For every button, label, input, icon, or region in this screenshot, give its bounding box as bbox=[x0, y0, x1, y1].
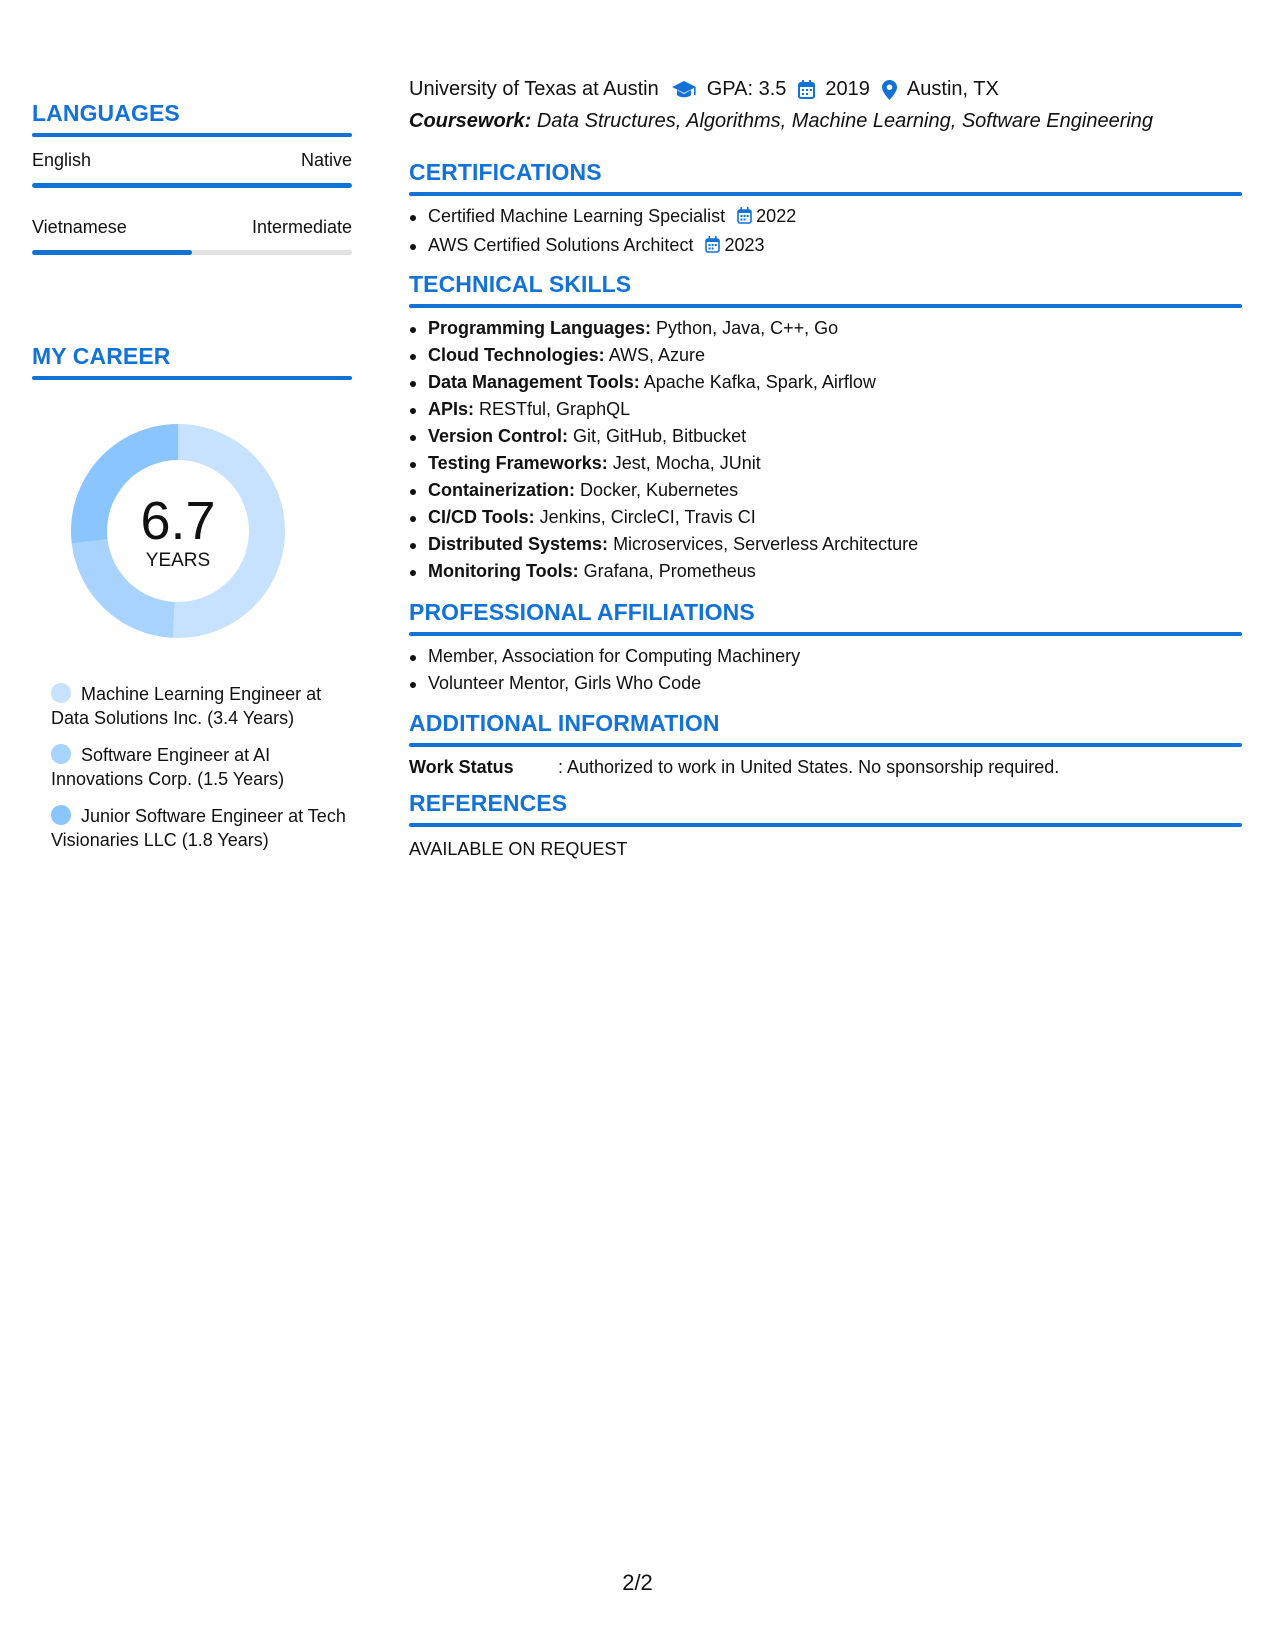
list-item bbox=[409, 369, 1242, 396]
language-english bbox=[32, 150, 352, 188]
list-item bbox=[409, 477, 1242, 504]
language-name: Vietnamese bbox=[32, 217, 127, 237]
skill-value: AWS, Azure bbox=[608, 345, 706, 365]
certification-name: AWS Certified Solutions Architect bbox=[428, 235, 694, 255]
certifications-section bbox=[409, 159, 1242, 261]
list-item bbox=[409, 423, 1242, 450]
proficiency-bar-fill bbox=[32, 250, 192, 255]
references-text: AVAILABLE ON REQUEST bbox=[409, 839, 628, 859]
legend-item bbox=[51, 743, 351, 791]
languages-section-header bbox=[32, 100, 352, 137]
skill-label: Data Management Tools: bbox=[428, 372, 640, 392]
list-item: Member, Association for Computing Machinery bbox=[409, 643, 1242, 670]
skill-label: Testing Frameworks: bbox=[428, 453, 608, 473]
language-name: English bbox=[32, 150, 92, 170]
additional-title: ADDITIONAL INFORMATION bbox=[409, 710, 720, 736]
career-total-unit: YEARS bbox=[145, 550, 211, 571]
section-divider bbox=[409, 632, 1242, 636]
skill-label: Containerization: bbox=[428, 480, 575, 500]
skills-title: TECHNICAL SKILLS bbox=[409, 271, 632, 297]
calendar-icon bbox=[737, 205, 752, 232]
section-divider bbox=[409, 192, 1242, 196]
legend-dot bbox=[51, 744, 71, 764]
coursework-label: Coursework: bbox=[409, 110, 532, 132]
education-year: 2019 bbox=[825, 78, 870, 100]
skill-value: Apache Kafka, Spark, Airflow bbox=[643, 372, 876, 392]
legend-label: Software Engineer at AI Innovations Corp. (1.5 Years) bbox=[51, 745, 285, 789]
skill-label: Monitoring Tools: bbox=[428, 561, 579, 581]
education-school: University of Texas at Austin bbox=[409, 78, 659, 100]
career-donut-chart bbox=[65, 418, 291, 644]
list-item bbox=[409, 232, 1242, 261]
legend-item bbox=[51, 804, 351, 852]
language-level: Intermediate bbox=[251, 217, 352, 237]
certification-name: Certified Machine Learning Specialist bbox=[428, 206, 726, 226]
skill-value: Microservices, Serverless Architecture bbox=[613, 534, 919, 554]
work-status bbox=[409, 757, 1242, 778]
proficiency-bar-fill bbox=[32, 183, 352, 188]
skill-label: Programming Languages: bbox=[428, 318, 652, 338]
list-item bbox=[409, 396, 1242, 423]
certification-year: 2022 bbox=[756, 206, 797, 226]
section-divider bbox=[32, 376, 352, 380]
references-section bbox=[409, 790, 1242, 860]
section-divider bbox=[409, 823, 1242, 827]
language-vietnamese bbox=[32, 217, 352, 255]
education-location: Austin, TX bbox=[906, 78, 999, 100]
coursework bbox=[409, 110, 1153, 133]
certifications-title: CERTIFICATIONS bbox=[409, 159, 602, 185]
calendar-icon bbox=[705, 234, 720, 261]
certification-year: 2023 bbox=[724, 235, 765, 255]
skills-list bbox=[409, 315, 1242, 585]
skills-section bbox=[409, 271, 1242, 585]
list-item bbox=[409, 504, 1242, 531]
skill-label: CI/CD Tools: bbox=[428, 507, 535, 527]
list-item bbox=[409, 342, 1242, 369]
languages-title: LANGUAGES bbox=[32, 100, 180, 126]
legend-item bbox=[51, 682, 351, 730]
skill-value: Grafana, Prometheus bbox=[583, 561, 756, 581]
references-title: REFERENCES bbox=[409, 790, 568, 816]
calendar-icon bbox=[798, 80, 815, 99]
section-divider bbox=[409, 304, 1242, 308]
list-item bbox=[409, 315, 1242, 342]
career-section-header bbox=[32, 343, 352, 380]
work-status-label: Work Status bbox=[409, 757, 514, 777]
legend-dot bbox=[51, 683, 71, 703]
skill-value: Jenkins, CircleCI, Travis CI bbox=[539, 507, 756, 527]
additional-section bbox=[409, 710, 1242, 778]
proficiency-bar bbox=[32, 250, 352, 255]
work-status-value: : Authorized to work in United States. No sponsorship required. bbox=[558, 757, 1060, 777]
skill-value: Jest, Mocha, JUnit bbox=[612, 453, 761, 473]
education-gpa: GPA: 3.5 bbox=[706, 78, 787, 100]
affiliations-title: PROFESSIONAL AFFILIATIONS bbox=[409, 599, 755, 625]
list-item bbox=[409, 531, 1242, 558]
skill-label: Distributed Systems: bbox=[428, 534, 609, 554]
skill-value: RESTful, GraphQL bbox=[479, 399, 631, 419]
map-pin-icon bbox=[882, 80, 897, 100]
education-line bbox=[409, 78, 999, 101]
affiliations-section bbox=[409, 599, 1242, 697]
coursework-list: Data Structures, Algorithms, Machine Learning, Software Engineering bbox=[536, 110, 1154, 132]
legend-label: Junior Software Engineer at Tech Visionaries LLC (1.8 Years) bbox=[51, 806, 346, 850]
certifications-list bbox=[409, 203, 1242, 261]
legend-label: Machine Learning Engineer at Data Solutions Inc. (3.4 Years) bbox=[51, 684, 322, 728]
skill-value: Git, GitHub, Bitbucket bbox=[573, 426, 747, 446]
skill-value: Docker, Kubernetes bbox=[580, 480, 739, 500]
skill-value: Python, Java, C++, Go bbox=[656, 318, 839, 338]
skill-label: APIs: bbox=[428, 399, 475, 419]
career-title: MY CAREER bbox=[32, 343, 171, 369]
skill-label: Cloud Technologies: bbox=[428, 345, 605, 365]
career-total-years: 6.7 bbox=[140, 491, 216, 551]
page-number: 2/2 bbox=[622, 1570, 653, 1595]
language-level: Native bbox=[300, 150, 352, 170]
section-divider bbox=[32, 133, 352, 137]
proficiency-bar bbox=[32, 183, 352, 188]
legend-dot bbox=[51, 805, 71, 825]
skill-label: Version Control: bbox=[428, 426, 569, 446]
section-divider bbox=[409, 743, 1242, 747]
list-item bbox=[409, 203, 1242, 232]
list-item bbox=[409, 558, 1242, 585]
donut-center bbox=[65, 418, 291, 644]
career-legend bbox=[51, 682, 351, 865]
affiliations-list bbox=[409, 643, 1242, 697]
list-item bbox=[409, 450, 1242, 477]
list-item: Volunteer Mentor, Girls Who Code bbox=[409, 670, 1242, 697]
graduation-cap-icon bbox=[671, 80, 697, 100]
